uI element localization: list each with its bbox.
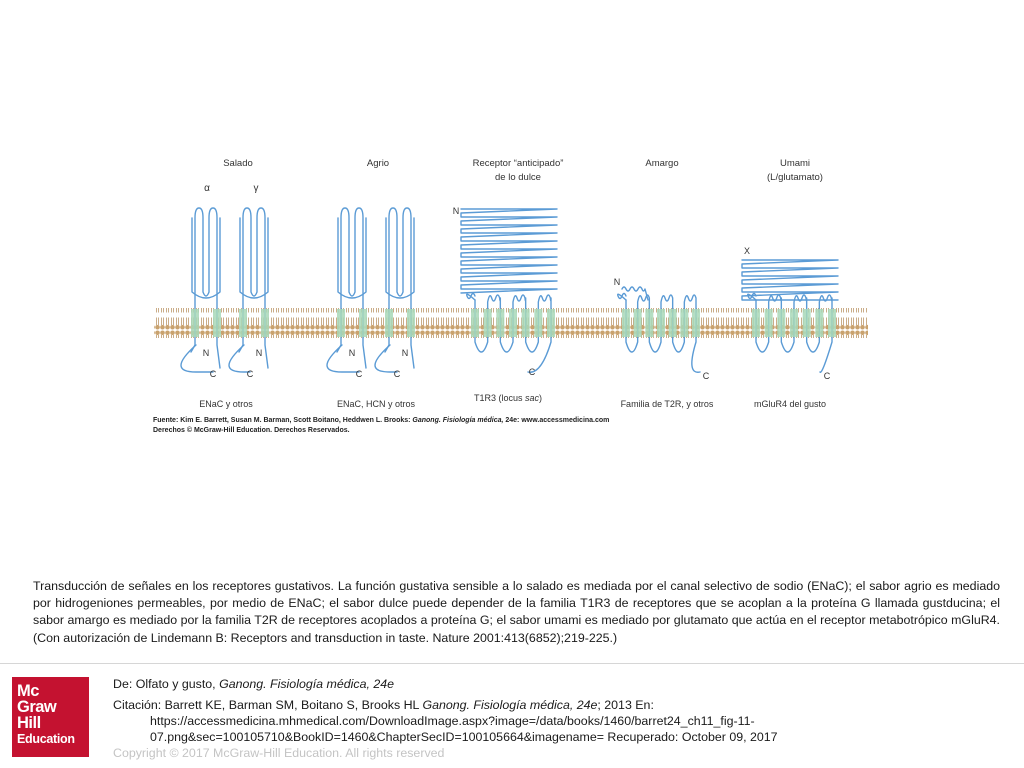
receptor-t1r3-extracellular-domain [461,209,557,293]
terminal-n-sweet: N [452,206,460,216]
receptor-t1r3-helix-7 [547,309,555,337]
group-title-sour: Agrio [366,158,390,169]
receptor-t2r-helix-3 [645,309,653,337]
enac-alpha-helix-1 [191,309,199,337]
group-caption-sour: ENaC, HCN y otros [336,399,416,409]
group-title-salty: Salado [223,158,253,169]
receptor-mglur4-extracellular-domain [742,260,838,300]
terminal-x-umami: X [743,246,751,256]
enac-sour-1-helix-1 [337,309,345,337]
subunit-alpha-label: α [204,183,210,194]
enac-gamma-helix-2 [261,309,269,337]
enac-alpha-chain [191,208,220,368]
receptor-t2r-helix-5 [669,309,677,337]
terminal-n-bitter: N [613,277,621,287]
footer-divider [0,663,1024,664]
intracellular-tail-1 [229,345,250,372]
figure-rights: Derechos © McGraw-Hill Education. Derechos Reservados. [153,427,350,434]
group-title-sweet-line2: de lo dulce [495,172,541,183]
receptor-t1r3-helix-1 [471,309,479,337]
receptor-t2r-helix-7 [692,309,700,337]
enac-sour-1-chain [337,208,366,368]
receptor-t1r3-helix-6 [534,309,542,337]
receptor-t1r3-helix-2 [484,309,492,337]
figure-caption: Transducción de señales en los receptores gustativos. La función gustativa sensible a lo salado es mediada por el canal selectivo de sodio (ENaC); el sabor agrio es mediado por hidrogeniones permeables, por medio de ENaC; el sabor dulce puede depender de la familia T1R3 de receptores que se acoplan a la proteína G llamada gustducina; el sabor amargo es mediado por la familia T2R de receptores acoplados a proteína G; el sabor umami es mediado por glutamato que actúa en el receptor metabotrópico mGluR4. (Con autorización de Lindemann B: Receptors and transduction in taste. Nature 2001:413(6852);219-225.) [33,579,1000,645]
group-caption-umami: mGluR4 del gusto [753,399,827,409]
terminal-c-bitter: C [702,371,710,381]
citation-line: Citación: Barrett KE, Barman SM, Boitano S, Brooks HL Ganong. Fisiología médica, 24e; 2013 En: [113,698,654,712]
receptor-t2r-helix-1 [622,309,630,337]
mcgraw-hill-logo: Mc Graw Hill Education [12,677,89,757]
terminal-c-sweet: C [528,367,536,377]
enac-sour-2-chain [385,208,414,368]
group-title-umami-line2: (L/glutamato) [767,172,823,183]
enac-gamma-chain [239,208,268,368]
terminal-n-sour-2: N [401,348,409,358]
terminal-n-salty-1: N [202,348,210,358]
enac-sour-2-loop [386,218,414,298]
group-caption-bitter: Familia de T2R, y otros [620,399,714,409]
receptor-t2r-n-terminus [622,287,648,300]
receptor-mglur4-helix-2 [765,309,773,337]
enac-sour-1-loop [338,218,366,298]
receptor-mglur4-helix-6 [815,309,823,337]
group-title-umami-line1: Umami [779,158,811,169]
enac-sour-2-helix-1 [385,309,393,337]
receptor-mglur4-helix-4 [790,309,798,337]
subunit-gamma-label: γ [253,183,259,194]
receptor-t1r3-helix-3 [496,309,504,337]
terminal-c-sour-1: C [355,369,363,379]
enac-sour-2-helix-2 [407,309,415,337]
group-title-bitter: Amargo [645,158,679,169]
receptor-proteins [181,208,838,372]
citation-url-line1[interactable]: https://accessmedicina.mhmedical.com/DownloadImage.aspx?image=/data/books/1460/barret24_ch11_fig-11- [150,714,755,728]
group-title-sweet-line1: Receptor “anticipado” [472,158,564,169]
receptor-mglur4-helix-3 [777,309,785,337]
receptor-t2r-linker [618,294,626,301]
terminal-c-umami: C [823,371,831,381]
terminal-c-salty-2: C [246,369,254,379]
terminal-n-salty-2: N [255,348,263,358]
enac-gamma-loop [240,218,268,298]
receptor-t1r3-helix-5 [522,309,530,337]
receptor-t2r-helix-6 [680,309,688,337]
source-line: De: Olfato y gusto, Ganong. Fisiología médica, 24e [113,677,395,691]
receptor-mglur4-linker [748,294,756,301]
terminal-n-sour-1: N [348,348,356,358]
terminal-c-sour-2: C [393,369,401,379]
enac-gamma-helix-1 [239,309,247,337]
receptor-mglur4-helix-5 [803,309,811,337]
receptor-mglur4-helix-7 [828,309,836,337]
citation-url-line2[interactable]: 07.png&sec=100105710&BookID=1460&ChapterSecID=100105664&imagename= Recuperado: October 09, 2017 [150,730,778,744]
enac-alpha-helix-2 [213,309,221,337]
receptor-t2r-helix-2 [634,309,642,337]
figure-source: Fuente: Kim E. Barrett, Susan M. Barman, Scott Boitano, Heddwen L. Brooks: Ganong. Fisiología médica, 24e: www.accessmedicina.com [153,417,610,424]
receptor-t2r-helix-4 [657,309,665,337]
receptor-t1r3-helix-4 [509,309,517,337]
receptor-t1r3-linker [467,294,475,301]
group-caption-salty: ENaC y otros [199,399,253,409]
group-caption-sweet: T1R3 (locus sac) [473,393,543,403]
copyright-notice: Copyright © 2017 McGraw-Hill Education. All rights reserved [113,746,445,760]
terminal-c-salty-1: C [209,369,217,379]
receptor-mglur4-helix-1 [752,309,760,337]
intracellular-tail-3 [375,345,397,372]
enac-sour-1-helix-2 [359,309,367,337]
enac-alpha-loop [192,218,220,298]
